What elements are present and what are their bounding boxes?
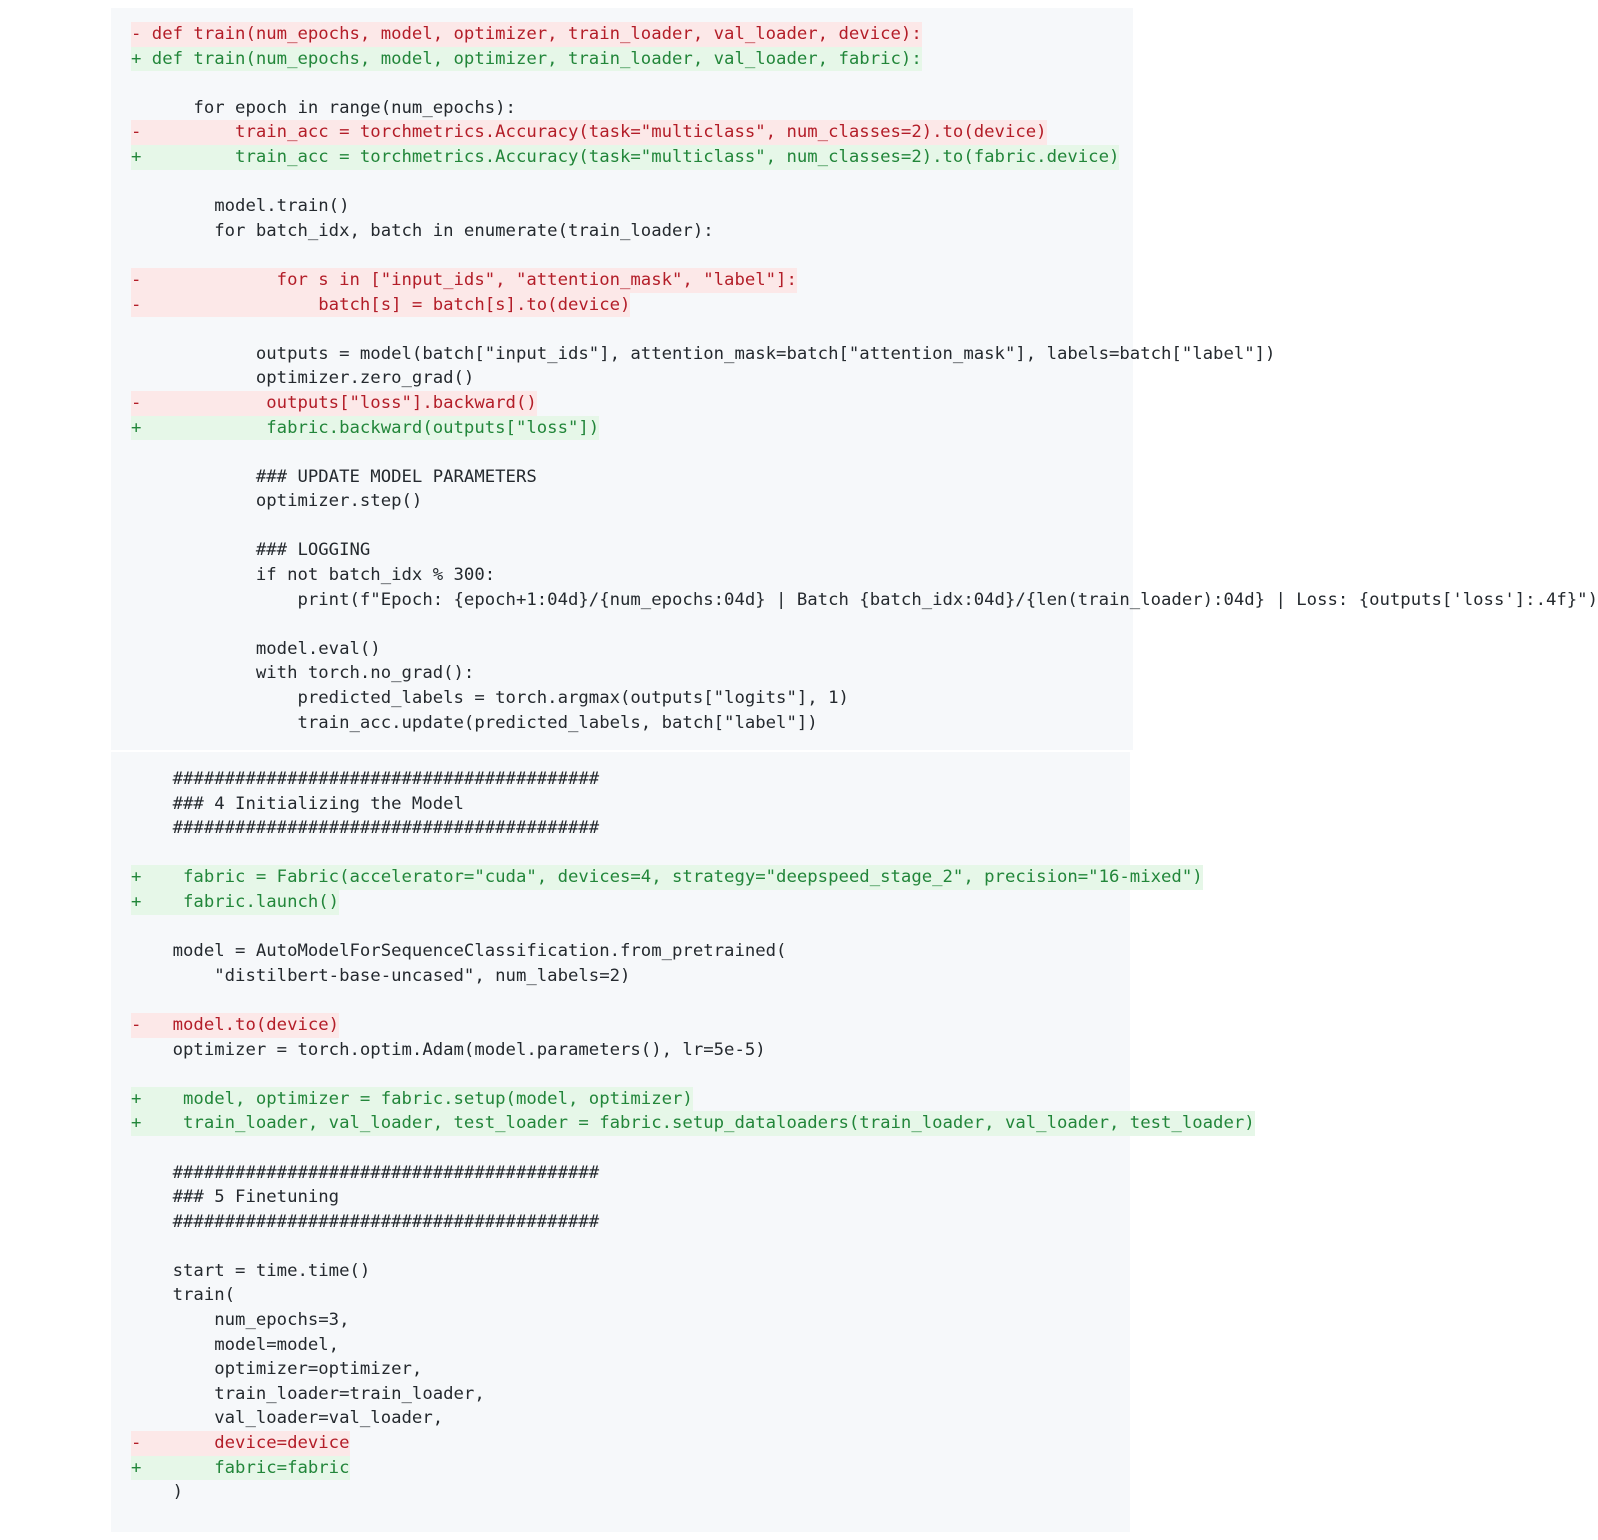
- code-text: optimizer.zero_grad(): [131, 368, 475, 389]
- code-text: - train_acc = torchmetrics.Accuracy(task="multiclass", num_classes=2).to(device): [131, 120, 1047, 145]
- code-text: #########################################: [131, 769, 600, 789]
- diff-context-line: [131, 1136, 1255, 1161]
- diff-context-line: [131, 792, 1255, 817]
- code-text: + fabric.backward(outputs["loss"]): [131, 416, 599, 441]
- diff-context-line: [131, 170, 1598, 195]
- code-text: optimizer.step(): [131, 491, 423, 512]
- diff-context-line: [131, 366, 1598, 391]
- code-text: train_loader=train_loader,: [131, 1383, 485, 1404]
- diff-context-line: [131, 988, 1255, 1013]
- code-text: optimizer=optimizer,: [131, 1359, 423, 1380]
- code-text: model = AutoModelForSequenceClassification.from_pretrained(: [131, 941, 787, 962]
- diff-context-line: [131, 588, 1598, 613]
- diff-context-line: [131, 637, 1598, 662]
- diff-context-line: [131, 1333, 1255, 1358]
- diff-deleted-line: [131, 120, 1598, 145]
- diff-context-line: [131, 1357, 1255, 1382]
- code-text: outputs = model(batch["input_ids"], attention_mask=batch["attention_mask"], labels=batch["label"]): [131, 343, 1276, 364]
- diff-context-line: [131, 661, 1598, 686]
- code-text: optimizer = torch.optim.Adam(model.parameters(), lr=5e-5): [131, 1039, 766, 1060]
- code-text: for epoch in range(num_epochs):: [131, 97, 516, 118]
- diff-added-line: [131, 145, 1598, 170]
- code-text: + train_loader, val_loader, test_loader = fabric.setup_dataloaders(train_loader, val_loader, test_loader): [131, 1111, 1255, 1136]
- diff-context-line: [131, 317, 1598, 342]
- code-text: + train_acc = torchmetrics.Accuracy(task="multiclass", num_classes=2).to(fabric.device): [131, 145, 1119, 170]
- code-text: - device=device: [131, 1431, 350, 1456]
- code-text: - outputs["loss"].backward(): [131, 391, 537, 416]
- code-text: print(f"Epoch: {epoch+1:04d}/{num_epochs:04d} | Batch {batch_idx:04d}/{len(train_loader):04d} | Loss: {outputs['loss']:.4f}"): [131, 589, 1598, 610]
- diff-context-line: [131, 1210, 1255, 1235]
- code-text: with torch.no_grad():: [131, 663, 475, 684]
- diff-added-line: [131, 865, 1255, 890]
- diff-context-line: [131, 686, 1598, 711]
- diff-context-line: [131, 1038, 1255, 1063]
- code-text: model=model,: [131, 1334, 340, 1355]
- code-block: [131, 22, 1598, 735]
- code-text: - batch[s] = batch[s].to(device): [131, 293, 630, 318]
- diff-deleted-line: [131, 293, 1598, 318]
- diff-added-line: [131, 1456, 1255, 1481]
- diff-context-line: [131, 1185, 1255, 1210]
- code-text: + fabric.launch(): [131, 890, 339, 915]
- code-text: - for s in ["input_ids", "attention_mask", "label"]:: [131, 268, 797, 293]
- diff-added-line: [131, 1087, 1255, 1112]
- code-text: + def train(num_epochs, model, optimizer, train_loader, val_loader, fabric):: [131, 47, 922, 72]
- diff-context-line: [131, 440, 1598, 465]
- diff-context-line: [131, 1234, 1255, 1259]
- code-text: for batch_idx, batch in enumerate(train_loader):: [131, 220, 714, 241]
- diff-deleted-line: [131, 1013, 1255, 1038]
- diff-deleted-line: [131, 22, 1598, 47]
- code-text: predicted_labels = torch.argmax(outputs["logits"], 1): [131, 688, 849, 709]
- code-text: if not batch_idx % 300:: [131, 565, 496, 586]
- code-text: ): [131, 1482, 184, 1503]
- diff-context-line: [131, 219, 1598, 244]
- diff-context-line: [131, 711, 1598, 736]
- diff-context-line: [131, 1259, 1255, 1284]
- diff-added-line: [131, 890, 1255, 915]
- diff-context-line: [131, 465, 1598, 490]
- code-text: model.train(): [131, 196, 350, 217]
- diff-context-line: [131, 1062, 1255, 1087]
- code-text: + model, optimizer = fabric.setup(model, optimizer): [131, 1087, 693, 1112]
- code-text: train(: [131, 1285, 236, 1306]
- diff-added-line: [131, 416, 1598, 441]
- diff-added-line: [131, 1111, 1255, 1136]
- code-text: ### 4 Initializing the Model: [131, 793, 464, 814]
- diff-context-line: [131, 538, 1598, 563]
- diff-context-line: [131, 612, 1598, 637]
- diff-deleted-line: [131, 268, 1598, 293]
- code-text: "distilbert-base-uncased", num_labels=2): [131, 965, 631, 986]
- diff-added-line: [131, 47, 1598, 72]
- diff-context-line: [131, 1406, 1255, 1431]
- diff-context-line: [131, 243, 1598, 268]
- diff-deleted-line: [131, 1431, 1255, 1456]
- diff-context-line: [131, 1308, 1255, 1333]
- diff-context-line: [131, 1480, 1255, 1505]
- code-text: model.eval(): [131, 638, 381, 659]
- code-text: #########################################: [131, 1211, 600, 1232]
- code-text: #########################################: [131, 818, 600, 839]
- diff-deleted-line: [131, 391, 1598, 416]
- diff-context-line: [131, 939, 1255, 964]
- code-text: + fabric = Fabric(accelerator="cuda", devices=4, strategy="deepspeed_stage_2", precision="16-mixed"): [131, 865, 1203, 890]
- code-block: [131, 767, 1255, 1505]
- diff-context-line: [131, 194, 1598, 219]
- code-text: ### LOGGING: [131, 540, 371, 561]
- code-diff-panel-setup: [111, 752, 1255, 1532]
- code-text: train_acc.update(predicted_labels, batch["label"]): [131, 712, 818, 733]
- diff-context-line: [131, 841, 1255, 866]
- diff-context-line: [131, 563, 1598, 588]
- diff-context-line: [131, 96, 1598, 121]
- code-text: ### UPDATE MODEL PARAMETERS: [131, 466, 537, 487]
- diff-context-line: [131, 1382, 1255, 1407]
- diff-context-line: [131, 964, 1255, 989]
- diff-context-line: [131, 342, 1598, 367]
- code-text: val_loader=val_loader,: [131, 1408, 444, 1429]
- diff-context-line: [131, 915, 1255, 940]
- code-text: - def train(num_epochs, model, optimizer, train_loader, val_loader, device):: [131, 22, 922, 47]
- diff-context-line: [131, 1283, 1255, 1308]
- code-text: ### 5 Finetuning: [131, 1187, 340, 1208]
- diff-context-line: [131, 489, 1598, 514]
- diff-context-line: [131, 816, 1255, 841]
- diff-context-line: [131, 1161, 1255, 1186]
- code-text: + fabric=fabric: [131, 1456, 350, 1481]
- diff-context-line: [131, 514, 1598, 539]
- code-text: num_epochs=3,: [131, 1310, 350, 1331]
- code-diff-panel-train-function: [111, 8, 1598, 750]
- code-text: - model.to(device): [131, 1013, 339, 1038]
- diff-context-line: [131, 71, 1598, 96]
- code-text: #########################################: [131, 1162, 600, 1183]
- code-text: start = time.time(): [131, 1260, 371, 1281]
- diff-context-line: [131, 767, 1255, 792]
